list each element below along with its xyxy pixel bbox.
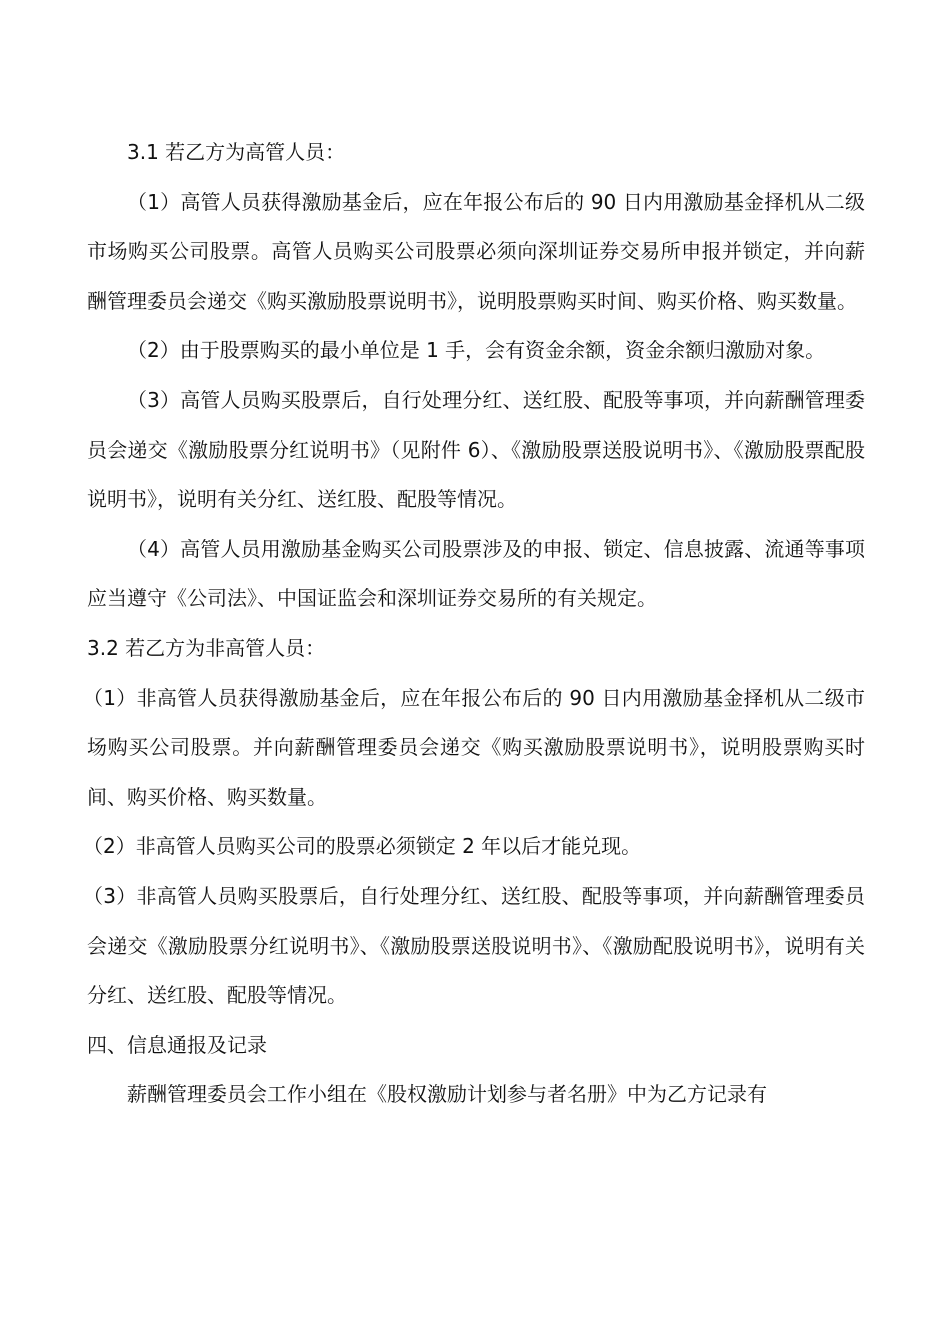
paragraph-3-1-item-2: （2）由于股票购买的最小单位是 1 手，会有资金余额，资金余额归激励对象。 xyxy=(127,338,826,363)
section-heading-4: 四、信息通报及记录 xyxy=(87,1032,267,1057)
paragraph-3-2-item-3: （3）非高管人员购买股票后，自行处理分红、送红股、配股等事项，并向薪酬管理委员会递交《激励股票分红说明书》、《激励股票送股说明书》、《激励配股说明书》，说明有关分红、送红股、配股等情况。 xyxy=(83,883,865,1008)
section-heading-3-1: 3.1 若乙方为高管人员： xyxy=(127,140,346,164)
paragraph-3-1-item-1: （1）高管人员获得激励基金后，应在年报公布后的 90 日内用激励基金择机从二级市场购买公司股票。高管人员购买公司股票必须向深圳证券交易所申报并锁定，并向薪酬管理委员会递交《购买激励股票说明书》，说明股票购买时间、购买价格、购买数量。 xyxy=(87,189,865,313)
paragraph-3-1-item-4: （4）高管人员用激励基金购买公司股票涉及的申报、锁定、信息披露、流通等事项应当遵守《公司法》、中国证监会和深圳证券交易所的有关规定。 xyxy=(87,536,865,611)
paragraph-3-2-item-1: （1）非高管人员获得激励基金后，应在年报公布后的 90 日内用激励基金择机从二级市场购买公司股票。并向薪酬管理委员会递交《购买激励股票说明书》，说明股票购买时间、购买价格、购买数量。 xyxy=(83,685,865,809)
paragraph-3-1-item-3: （3）高管人员购买股票后，自行处理分红、送红股、配股等事项，并向薪酬管理委员会递交《激励股票分红说明书》（见附件 6）、《激励股票送股说明书》、《激励股票配股说明书》，说明有关分红、送红股、配股等情况。 xyxy=(87,387,865,512)
paragraph-4-body: 薪酬管理委员会工作小组在《股权激励计划参与者名册》中为乙方记录有 xyxy=(127,1082,767,1107)
paragraph-3-2-item-2: （2）非高管人员购买公司的股票必须锁定 2 年以后才能兑现。 xyxy=(83,834,642,859)
section-heading-3-2: 3.2 若乙方为非高管人员： xyxy=(87,635,326,660)
document-body xyxy=(83,128,865,1120)
